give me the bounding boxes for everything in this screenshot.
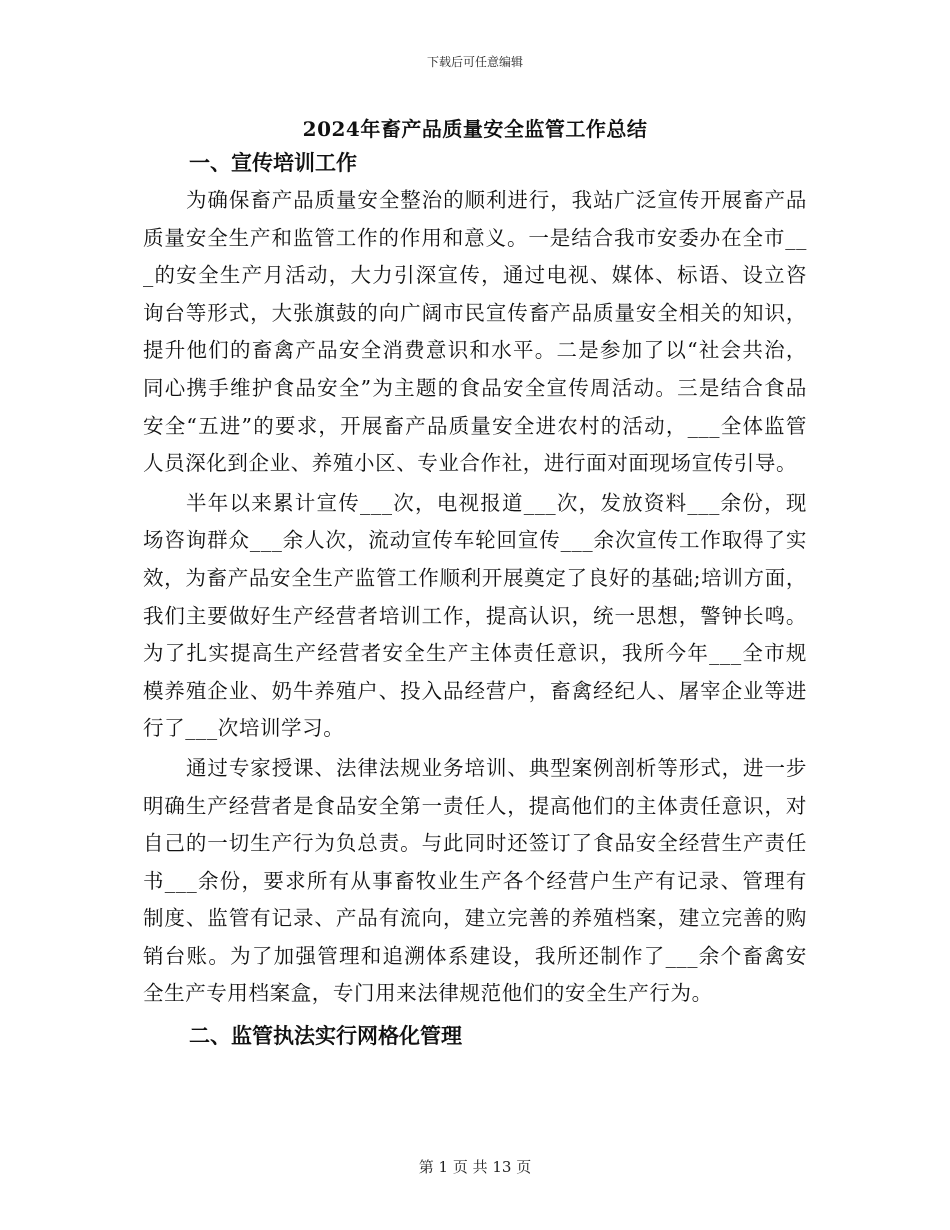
section-heading-2: 二、监管执法实行网格化管理 [189,1023,462,1049]
header-note: 下载后可任意编辑 [426,55,523,69]
paragraph: 通过专家授课、法律法规业务培训、典型案例剖析等形式，进一步明确生产经营者是食品安全第一责任人，提高他们的主体责任意识，对自己的一切生产行为负总责。与此同时还签订了食品安全经营生产责任书___余份，要求所有从事畜牧业生产各个经营户生产有记录、管理有制度、监管有记录、产品有流向，建立完善的养殖档案，建立完善的购销台账。为了加强管理和追溯体系建设，我所还制作了___余个畜禽安全生产专用档案盒，专门用来法律规范他们的安全生产行为。 [143,755,807,1006]
document-title: 2024年畜产品质量安全监管工作总结 [302,117,648,141]
paragraph: 为确保畜产品质量安全整治的顺利进行，我站广泛宣传开展畜产品质量安全生产和监管工作的作用和意义。一是结合我市安委办在全市___的安全生产月活动，大力引深宣传，通过电视、媒体、标语、设立咨询台等形式，大张旗鼓的向广阔市民宣传畜产品质量安全相关的知识，提升他们的畜禽产品安全消费意识和水平。二是参加了以“社会共治，同心携手维护食品安全”为主题的食品安全宣传周活动。三是结合食品安全“五进”的要求，开展畜产品质量安全进农村的活动，___全体监管人员深化到企业、养殖小区、专业合作社，进行面对面现场宣传引导。 [143,188,807,476]
page-indicator: 第 1 页 共 13 页 [418,1158,532,1176]
section-heading-1: 一、宣传培训工作 [189,150,357,175]
paragraph: 半年以来累计宣传___次，电视报道___次，发放资料___余份，现场咨询群众___余人次，流动宣传车轮回宣传___余次宣传工作取得了实效，为畜产品安全生产监管工作顺利开展奠定了良好的基础;培训方面，我们主要做好生产经营者培训工作，提高认识，统一思想，警钟长鸣。为了扎实提高生产经营者安全生产主体责任意识，我所今年___全市规模养殖企业、奶牛养殖户、投入品经营户，畜禽经纪人、屠宰企业等进行了___次培训学习。 [143,490,807,741]
document-body [143,144,807,1055]
